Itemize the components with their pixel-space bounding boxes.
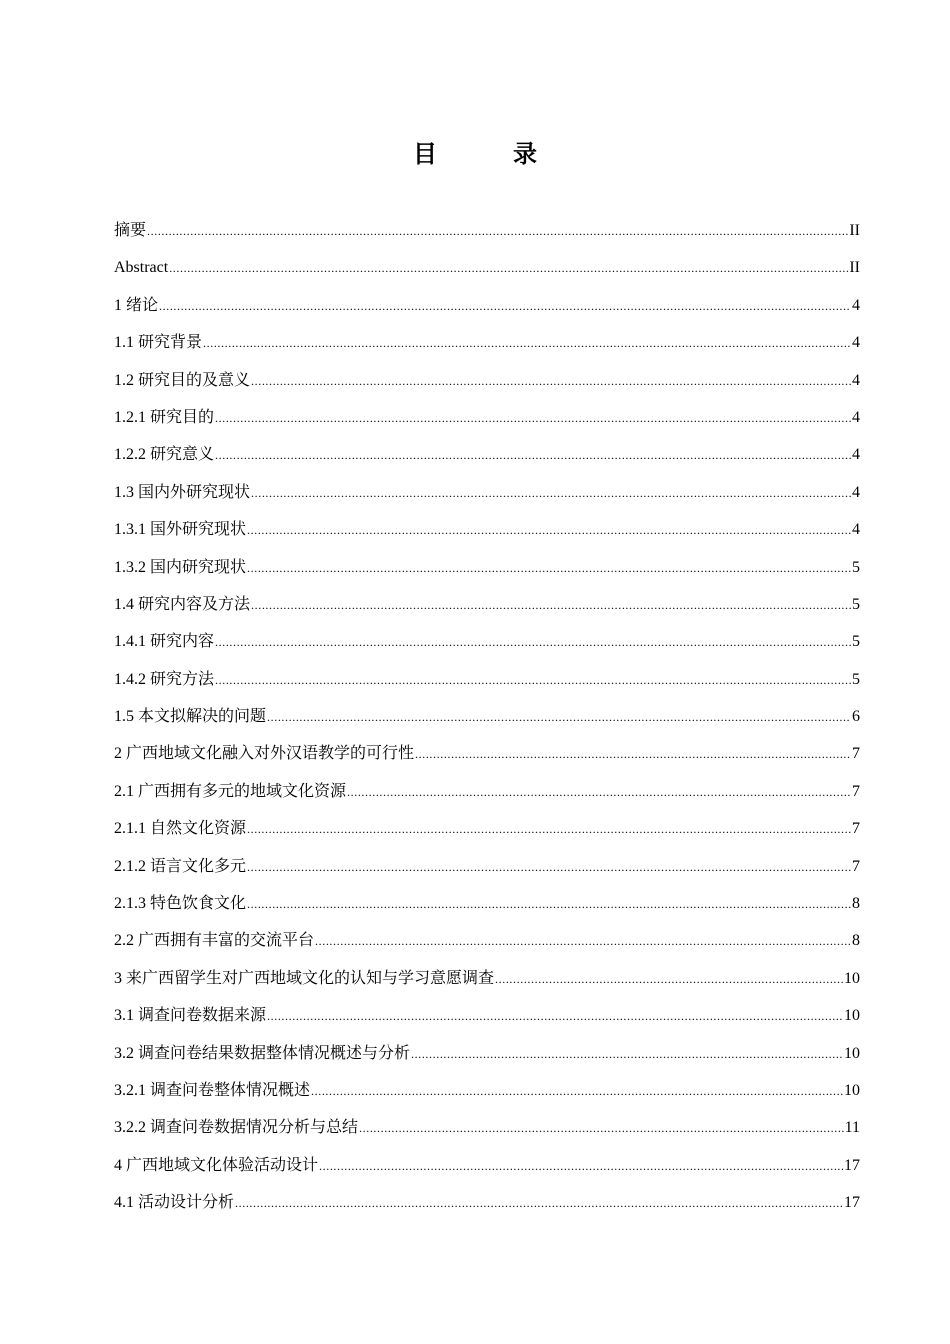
toc-entry-page-number: 10 [844,1007,860,1025]
toc-dot-leader [251,475,851,512]
toc-entry-label: 1.1 研究背景 [114,334,203,352]
toc-entry[interactable] [114,287,860,324]
toc-entry-label: 1.2 研究目的及意义 [114,371,251,389]
toc-entry-page-number: 4 [852,446,860,464]
toc-dot-leader [267,699,851,736]
toc-entry-page-number: 10 [844,1081,860,1099]
toc-entry-page-number: 8 [852,932,860,950]
toc-entry[interactable] [114,1109,860,1146]
toc-entry-page-number: 11 [844,1119,860,1137]
toc-entry-label: 摘要 [114,222,147,239]
toc-dot-leader [147,213,848,250]
toc-entry[interactable] [114,922,860,959]
toc-entry-label: 2.1.1 自然文化资源 [114,820,247,838]
toc-entry-page-number: 4 [852,334,860,352]
table-of-contents [114,212,860,1222]
toc-entry-label: 1.3.1 国外研究现状 [114,521,247,539]
toc-entry[interactable] [114,997,860,1034]
toc-entry[interactable] [114,623,860,660]
toc-entry-label: 3.2.2 调查问卷数据情况分析与总结 [114,1119,359,1137]
page-title: 目 录 [413,140,563,169]
toc-entry[interactable] [114,960,860,997]
toc-entry[interactable] [114,249,860,286]
toc-dot-leader [247,811,851,848]
toc-dot-leader [247,512,851,549]
toc-entry-label: 3.2.1 调查问卷整体情况概述 [114,1081,311,1099]
toc-dot-leader [495,961,843,998]
toc-entry-label: 1 绪论 [114,296,159,314]
toc-entry-page-number: 4 [852,483,860,501]
toc-entry-label: 2 广西地域文化融入对外汉语教学的可行性 [114,745,415,763]
toc-entry-page-number: 5 [852,595,860,613]
toc-entry[interactable] [114,549,860,586]
toc-entry-page-number: 4 [852,521,860,539]
toc-entry-page-number: 7 [852,782,860,800]
toc-dot-leader [251,363,851,400]
toc-dot-leader [415,736,851,773]
toc-entry-page-number: 7 [852,820,860,838]
toc-entry-label: 1.3 国内外研究现状 [114,483,251,501]
toc-entry[interactable] [114,661,860,698]
toc-entry-page-number: II [849,259,860,277]
toc-entry-label: 2.1.3 特色饮食文化 [114,895,247,913]
toc-dot-leader [359,1110,844,1147]
toc-entry-page-number: 4 [852,408,860,426]
toc-entry[interactable] [114,474,860,511]
toc-dot-leader [315,923,851,960]
toc-entry-label: 4 广西地域文化体验活动设计 [114,1156,319,1174]
toc-dot-leader [411,1036,843,1073]
toc-entry-label: 2.2 广西拥有丰富的交流平台 [114,932,315,950]
toc-dot-leader [169,250,848,287]
toc-entry-label: 1.4.1 研究内容 [114,633,215,651]
toc-entry-page-number: 5 [852,670,860,688]
toc-entry-label: 3.2 调查问卷结果数据整体情况概述与分析 [114,1044,411,1062]
toc-entry-page-number: 17 [844,1156,860,1174]
toc-dot-leader [159,288,851,325]
toc-dot-leader [247,550,851,587]
toc-entry-page-number: 4 [852,371,860,389]
toc-entry[interactable] [114,511,860,548]
toc-entry-label: 1.5 本文拟解决的问题 [114,708,267,726]
toc-dot-leader [215,437,851,474]
toc-entry-page-number: 6 [852,708,860,726]
toc-entry[interactable] [114,1147,860,1184]
toc-entry-label: 1.4 研究内容及方法 [114,595,251,613]
toc-entry[interactable] [114,436,860,473]
toc-entry-page-number: 8 [852,895,860,913]
toc-entry-label: 2.1.2 语言文化多元 [114,857,247,875]
toc-entry[interactable] [114,810,860,847]
toc-entry[interactable] [114,212,860,249]
toc-dot-leader [311,1073,843,1110]
toc-entry-page-number: 10 [844,1044,860,1062]
toc-entry-label: Abstract [114,259,169,277]
toc-entry[interactable] [114,773,860,810]
toc-entry-label: 4.1 活动设计分析 [114,1194,235,1212]
toc-entry-label: 3.1 调查问卷数据来源 [114,1007,267,1025]
toc-entry-label: 3 来广西留学生对广西地域文化的认知与学习意愿调查 [114,969,495,987]
toc-dot-leader [247,886,851,923]
toc-entry-page-number: 4 [852,296,860,314]
toc-dot-leader [251,587,851,624]
toc-dot-leader [203,325,851,362]
toc-dot-leader [347,774,851,811]
toc-entry-page-number: 7 [852,745,860,763]
toc-dot-leader [215,662,851,699]
toc-entry-page-number: 10 [844,969,860,987]
toc-entry[interactable] [114,698,860,735]
toc-entry[interactable] [114,848,860,885]
toc-entry[interactable] [114,324,860,361]
toc-entry[interactable] [114,1184,860,1221]
toc-entry[interactable] [114,735,860,772]
toc-entry[interactable] [114,885,860,922]
toc-entry-label: 1.4.2 研究方法 [114,670,215,688]
toc-entry-page-number: 5 [852,558,860,576]
toc-dot-leader [215,400,851,437]
toc-entry[interactable] [114,399,860,436]
toc-entry[interactable] [114,1035,860,1072]
toc-entry[interactable] [114,586,860,623]
toc-dot-leader [215,624,851,661]
toc-entry[interactable] [114,362,860,399]
toc-dot-leader [319,1148,843,1185]
toc-entry-page-number: 5 [852,633,860,651]
toc-entry-label: 2.1 广西拥有多元的地域文化资源 [114,782,347,800]
toc-dot-leader [235,1185,843,1222]
toc-entry-page-number: II [849,222,860,239]
toc-dot-leader [267,998,843,1035]
toc-entry-page-number: 7 [852,857,860,875]
toc-entry-label: 1.2.1 研究目的 [114,408,215,426]
toc-dot-leader [247,849,851,886]
toc-entry-label: 1.3.2 国内研究现状 [114,558,247,576]
toc-entry[interactable] [114,1072,860,1109]
toc-entry-label: 1.2.2 研究意义 [114,446,215,464]
toc-entry-page-number: 17 [844,1194,860,1212]
